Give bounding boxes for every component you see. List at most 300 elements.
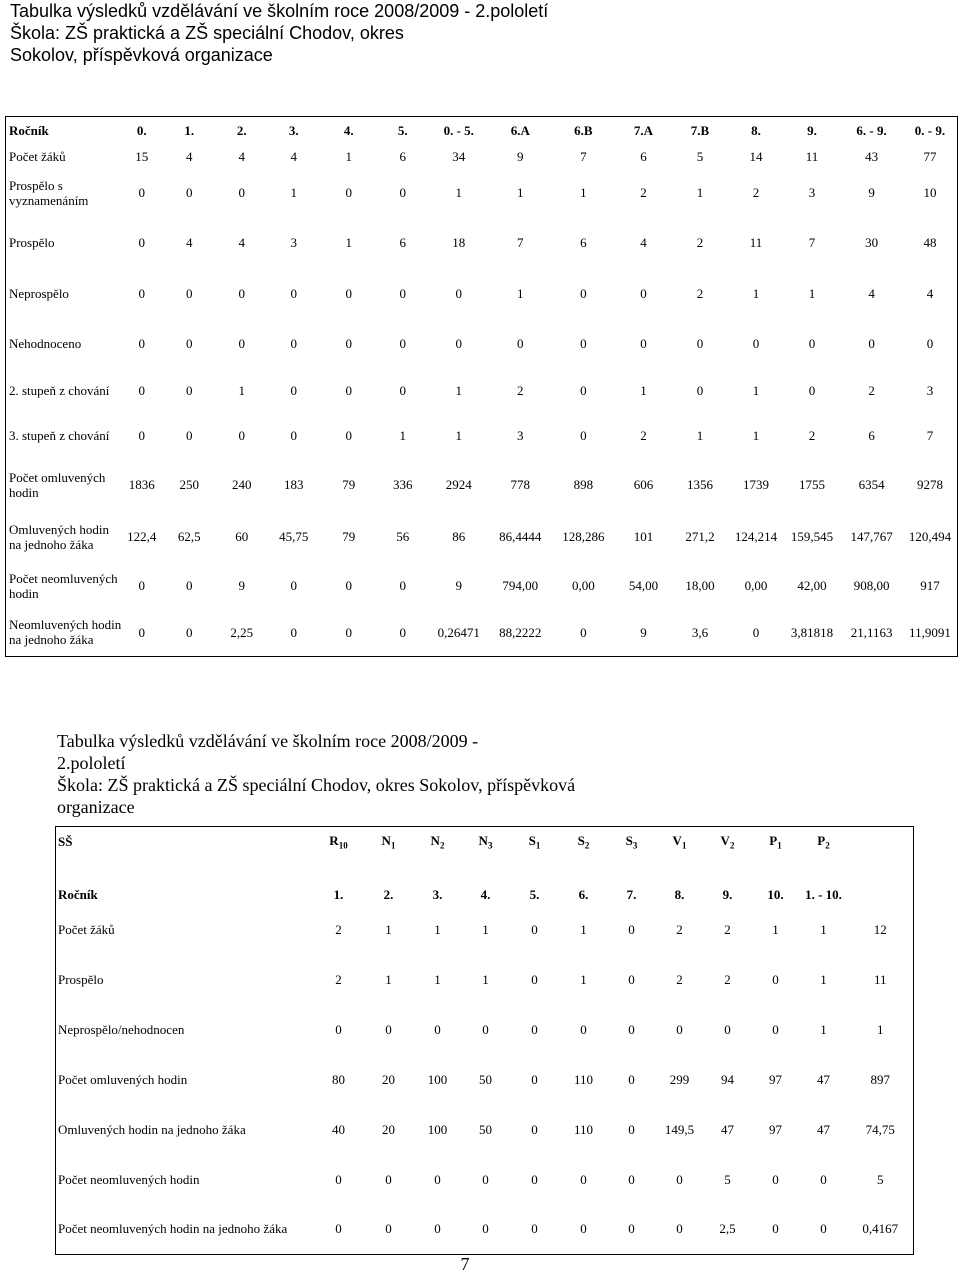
table-cell: 74,75 <box>865 1121 895 1137</box>
table-cell: 0 <box>517 336 524 351</box>
table-cell: 0 <box>290 428 297 443</box>
table-cell: 1 <box>385 921 392 937</box>
ss-column-header <box>364 827 414 857</box>
table-cell: 0 <box>628 971 635 987</box>
table-cell: 0 <box>676 1021 683 1037</box>
row-label: 2. stupeň z chování <box>9 383 110 398</box>
ss-column-header <box>510 827 560 857</box>
table-row <box>6 563 958 609</box>
table-cell: 1 <box>455 185 462 200</box>
column-header: 3. <box>288 123 299 139</box>
table-cell: 0 <box>290 624 297 640</box>
ss-subscript: 10 <box>338 840 348 851</box>
ss-subscript: 1 <box>535 840 541 851</box>
table-cell: 0,4167 <box>862 1221 899 1237</box>
table-cell: 79 <box>342 529 356 544</box>
table-cell: 4 <box>238 235 245 250</box>
table-cell: 0 <box>926 336 934 351</box>
table-cell: 0 <box>185 383 193 398</box>
table-cell: 100 <box>427 1071 448 1087</box>
table-cell: 1836 <box>128 477 155 492</box>
table-cell: 2924 <box>445 477 472 492</box>
table-cell: 47 <box>817 1121 830 1137</box>
table-cell: 54,00 <box>628 578 659 593</box>
table-cell: 0 <box>531 1121 538 1137</box>
header-label: Ročník <box>58 886 98 902</box>
table-cell: 120,494 <box>908 529 952 544</box>
table-cell: 0 <box>238 286 245 301</box>
table-cell: 0 <box>628 1121 635 1137</box>
doc1-title-line: Sokolov, příspěvková organizace <box>10 45 273 65</box>
table-row <box>6 145 958 169</box>
table-cell: 15 <box>135 149 149 164</box>
ss-column-header <box>752 827 800 857</box>
table-cell: 3,81818 <box>790 624 834 640</box>
ss-letter: V <box>672 832 682 848</box>
table-cell: 1356 <box>686 477 713 492</box>
ss-subscript: 3 <box>632 840 638 851</box>
table-cell: 0 <box>531 921 538 937</box>
secondary-results-table <box>55 826 914 1255</box>
table-cell: 4 <box>926 286 934 301</box>
table-cell: 1 <box>580 921 587 937</box>
table-cell: 1 <box>517 185 524 200</box>
table-cell: 2 <box>696 286 704 301</box>
table-cell: 0 <box>628 1021 635 1037</box>
table-cell: 18 <box>452 235 466 250</box>
table-row <box>6 609 958 657</box>
row-label: Neomluvených hodin na jednoho žáka <box>9 617 122 648</box>
table-cell: 60 <box>235 529 249 544</box>
table-cell: 86,4444 <box>499 529 542 544</box>
ss-subscript: 1 <box>777 840 782 851</box>
table-row <box>6 459 958 511</box>
ss-column-header <box>462 827 510 857</box>
table-cell: 88,2222 <box>499 624 542 640</box>
table-row <box>6 511 958 563</box>
empty-cell <box>848 827 914 857</box>
table-cell: 2 <box>696 235 704 250</box>
table-cell: 34 <box>452 149 466 164</box>
table-cell: 1 <box>696 185 704 200</box>
table-cell: 778 <box>510 477 531 492</box>
table-cell: 0 <box>238 185 245 200</box>
table-cell: 250 <box>179 477 199 492</box>
table-cell: 0 <box>724 1021 731 1037</box>
row-label: Počet neomluvených hodin <box>58 1171 200 1187</box>
doc2-title-line: 2.pololetí <box>57 753 126 773</box>
table-cell: 0 <box>868 336 875 351</box>
table-cell: 2 <box>676 921 683 937</box>
table-cell: 0 <box>482 1221 489 1237</box>
doc2-title <box>57 730 657 818</box>
table-row <box>56 1055 914 1105</box>
column-header: 1. <box>333 886 344 902</box>
ss-letter: P <box>817 832 826 848</box>
table-cell: 2 <box>517 383 524 398</box>
column-header: 7.A <box>633 123 654 139</box>
table-cell: 80 <box>332 1071 345 1087</box>
ss-letter: S <box>528 832 536 848</box>
table-cell: 6 <box>868 428 875 443</box>
table-cell: 0 <box>138 336 146 351</box>
ss-column-header <box>414 827 462 857</box>
table-cell: 1 <box>772 921 779 937</box>
ss-letter: S <box>625 832 633 848</box>
table-cell: 56 <box>396 529 410 544</box>
table-cell: 271,2 <box>685 529 715 544</box>
table-cell: 97 <box>769 1071 782 1087</box>
table-cell: 0 <box>808 336 816 351</box>
table-cell: 2 <box>724 971 731 987</box>
table-cell: 10 <box>923 185 937 200</box>
row-label: Neprospělo/nehodnocen <box>58 1021 185 1037</box>
table-cell: 1 <box>238 383 245 398</box>
table-cell: 0 <box>531 1171 538 1187</box>
table-cell: 0 <box>385 1171 392 1187</box>
table-cell: 0 <box>580 286 587 301</box>
table-cell: 77 <box>923 149 937 164</box>
ss-subscript: 2 <box>729 840 735 851</box>
table-cell: 2 <box>676 971 683 987</box>
table-cell: 0 <box>531 971 538 987</box>
table-cell: 898 <box>573 477 594 492</box>
column-header: 0. <box>136 123 147 139</box>
table-cell: 124,214 <box>734 529 778 544</box>
table-cell: 1 <box>455 428 462 443</box>
table-cell: 11 <box>873 971 887 987</box>
row-label: Prospělo <box>9 235 55 250</box>
table-cell: 7 <box>808 235 816 250</box>
ss-letter: R <box>329 832 339 848</box>
column-header: 4. <box>480 886 491 902</box>
table-cell: 1 <box>820 971 827 987</box>
table-cell: 0 <box>628 1071 635 1087</box>
row-label: Prospělo s vyznamenáním <box>9 177 89 208</box>
table-cell: 183 <box>283 477 304 492</box>
doc2-title-line: Škola: ZŠ praktická a ZŠ speciální Chodov, okres Sokolov, příspěvková <box>57 775 576 795</box>
ss-letter: V <box>720 832 730 848</box>
table-cell: 9 <box>517 149 524 164</box>
table-cell: 2 <box>335 921 342 937</box>
table-cell: 0 <box>290 578 297 593</box>
table-cell: 4 <box>868 286 875 301</box>
table-cell: 336 <box>392 477 413 492</box>
table-cell: 0 <box>335 1021 342 1037</box>
table-cell: 11 <box>805 149 819 164</box>
table-cell: 20 <box>382 1121 395 1137</box>
row-label: Nehodnoceno <box>9 336 82 351</box>
table-cell: 14 <box>749 149 763 164</box>
ss-letter: N <box>478 832 488 848</box>
ss-letter: N <box>381 832 391 848</box>
table-cell: 1 <box>455 383 462 398</box>
table-cell: 86 <box>452 529 466 544</box>
table-cell: 1 <box>399 428 406 443</box>
table-cell: 0 <box>676 1221 683 1237</box>
column-header: 6. <box>578 886 589 902</box>
table-cell: 6 <box>640 149 647 164</box>
table-cell: 0 <box>345 286 352 301</box>
table-cell: 299 <box>669 1071 690 1087</box>
table-cell: 240 <box>231 477 252 492</box>
ss-column-header <box>314 827 364 857</box>
table-row <box>6 269 958 319</box>
ss-label: SŠ <box>58 833 73 849</box>
table-cell: 0 <box>290 286 297 301</box>
table-cell: 3,6 <box>691 624 709 640</box>
table-cell: 0 <box>640 336 647 351</box>
ss-column-header <box>608 827 656 857</box>
table-cell: 0 <box>580 1021 587 1037</box>
table-cell: 4 <box>238 149 245 164</box>
table-header-row <box>56 857 914 905</box>
header-label: Ročník <box>9 123 49 139</box>
table-cell: 1 <box>434 921 441 937</box>
column-header: 8. <box>751 123 761 139</box>
table-cell: 9 <box>455 578 462 593</box>
table-cell: 1 <box>517 286 524 301</box>
table-row <box>56 1205 914 1255</box>
row-label: Počet žáků <box>58 921 115 937</box>
table-row <box>56 1155 914 1205</box>
table-cell: 1 <box>385 971 392 987</box>
table-cell: 0 <box>185 428 193 443</box>
table-cell: 0 <box>696 336 704 351</box>
table-cell: 0 <box>345 428 352 443</box>
table-cell: 18,00 <box>685 578 715 593</box>
table-row <box>56 905 914 955</box>
table-cell: 20 <box>382 1071 395 1087</box>
table-cell: 2,25 <box>230 624 254 640</box>
row-label: Omluvených hodin na jednoho žáka <box>9 521 110 552</box>
table-cell: 1 <box>640 383 647 398</box>
table-cell: 1755 <box>799 477 826 492</box>
table-cell: 0 <box>138 428 146 443</box>
table-cell: 97 <box>769 1121 782 1137</box>
table-cell: 1 <box>696 428 704 443</box>
row-label: Počet omluvených hodin <box>9 469 106 500</box>
table-cell: 1 <box>820 1021 827 1037</box>
ss-column-header <box>800 827 848 857</box>
table-row <box>6 413 958 459</box>
table-cell: 0 <box>808 383 816 398</box>
row-label: Počet neomluvených hodin <box>9 570 118 601</box>
table-cell: 0 <box>820 1171 827 1187</box>
table-cell: 0 <box>138 383 146 398</box>
table-cell: 110 <box>573 1121 594 1137</box>
table-cell: 5 <box>724 1171 731 1187</box>
table-cell: 42,00 <box>797 578 827 593</box>
table-cell: 12 <box>873 921 887 937</box>
page-number: 7 <box>460 1254 470 1274</box>
table-cell: 0 <box>820 1221 827 1237</box>
ss-subscript: 1 <box>390 840 396 851</box>
table-cell: 7 <box>580 149 587 164</box>
table-cell: 1 <box>345 235 352 250</box>
table-cell: 2 <box>808 428 816 443</box>
column-header: 3. <box>432 886 443 902</box>
table-cell: 4 <box>640 235 647 250</box>
table-cell: 2,5 <box>719 1221 736 1237</box>
table-cell: 2 <box>335 971 342 987</box>
table-cell: 1 <box>877 1021 884 1037</box>
table-cell: 0 <box>345 185 352 200</box>
table-row <box>56 955 914 1005</box>
table-cell: 0 <box>628 1221 635 1237</box>
row-label: Prospělo <box>58 971 104 987</box>
column-header: 6. - 9. <box>856 123 887 139</box>
table-cell: 0 <box>531 1021 538 1037</box>
table-cell: 147,767 <box>850 529 893 544</box>
table-cell: 9278 <box>916 477 943 492</box>
table-cell: 6354 <box>858 477 885 492</box>
table-cell: 0 <box>482 1171 489 1187</box>
table-cell: 0 <box>290 383 297 398</box>
table-cell: 1 <box>752 286 760 301</box>
table-cell: 908,00 <box>853 578 890 593</box>
table-cell: 0 <box>772 1171 779 1187</box>
doc2-title-line: Tabulka výsledků vzdělávání ve školním roce 2008/2009 - <box>57 731 479 751</box>
table-cell: 47 <box>721 1121 734 1137</box>
column-header: 9. <box>807 123 817 139</box>
table-cell: 0 <box>238 336 245 351</box>
doc1-title-line: Tabulka výsledků vzdělávání ve školním roce 2008/2009 - 2.pololetí <box>10 1 549 21</box>
table-cell: 0 <box>399 624 406 640</box>
table-cell: 0 <box>335 1171 342 1187</box>
table-cell: 1 <box>752 383 760 398</box>
table-cell: 0 <box>772 1021 779 1037</box>
table-cell: 0 <box>455 286 462 301</box>
table-cell: 0 <box>185 336 193 351</box>
table-cell: 0 <box>531 1071 538 1087</box>
table-cell: 0 <box>752 624 760 640</box>
column-header: 1. <box>184 123 195 139</box>
table-cell: 0 <box>345 578 352 593</box>
row-label: Neprospělo <box>9 286 69 301</box>
table-cell: 3 <box>808 185 816 200</box>
table-cell: 0 <box>580 1171 587 1187</box>
table-row <box>56 1105 914 1155</box>
doc2-title-line: organizace <box>57 797 135 817</box>
table-cell: 1739 <box>743 477 769 492</box>
table-cell: 0 <box>399 383 406 398</box>
table-cell: 47 <box>817 1071 830 1087</box>
table-cell: 0 <box>399 578 406 593</box>
table-cell: 0 <box>772 971 779 987</box>
table-cell: 0 <box>434 1221 441 1237</box>
ss-letter: N <box>430 832 440 848</box>
table-cell: 606 <box>633 477 654 492</box>
table-row <box>6 169 958 217</box>
column-header: 2. <box>236 123 247 139</box>
table-cell: 9 <box>868 185 875 200</box>
table-cell: 0 <box>772 1221 779 1237</box>
table-header-row <box>6 117 958 145</box>
table-cell: 6 <box>399 235 406 250</box>
table-cell: 1 <box>434 971 441 987</box>
table-cell: 0 <box>185 185 193 200</box>
table-cell: 0 <box>580 383 587 398</box>
ss-column-header <box>704 827 752 857</box>
table-cell: 5 <box>696 149 704 164</box>
ss-subscript: 2 <box>584 840 590 851</box>
table-cell: 110 <box>573 1071 594 1087</box>
table-cell: 0 <box>628 1171 635 1187</box>
table-cell: 0,00 <box>572 578 595 593</box>
table-cell: 2 <box>868 383 875 398</box>
table-cell: 0 <box>399 336 406 351</box>
table-cell: 9 <box>640 624 647 640</box>
table-cell: 48 <box>923 235 937 250</box>
ss-subscript: 2 <box>825 840 830 851</box>
table-cell: 9 <box>238 578 245 593</box>
row-label: Počet neomluvených hodin na jednoho žáka <box>58 1221 288 1237</box>
table-cell: 4 <box>185 149 193 164</box>
table-cell: 0,00 <box>744 578 768 593</box>
table-cell: 7 <box>517 235 524 250</box>
table-cell: 101 <box>633 529 654 544</box>
table-cell: 100 <box>427 1121 448 1137</box>
table-cell: 30 <box>865 235 879 250</box>
table-cell: 0 <box>138 185 146 200</box>
table-cell: 0 <box>482 1021 489 1037</box>
table-cell: 0 <box>138 578 146 593</box>
column-header: 0. - 5. <box>443 123 474 139</box>
ss-header-row <box>56 827 914 857</box>
table-cell: 122,4 <box>127 529 157 544</box>
table-cell: 1 <box>820 921 827 937</box>
table-cell: 0 <box>185 624 193 640</box>
table-cell: 2 <box>640 428 647 443</box>
table-cell: 0 <box>138 235 146 250</box>
table-cell: 0 <box>640 286 647 301</box>
table-cell: 0 <box>345 383 352 398</box>
ss-column-header <box>656 827 704 857</box>
table-cell: 159,545 <box>790 529 834 544</box>
table-cell: 2 <box>640 185 647 200</box>
table-cell: 1 <box>290 185 297 200</box>
column-header: 7. <box>626 886 637 902</box>
table-cell: 0 <box>434 1171 441 1187</box>
elementary-results-table <box>5 116 958 657</box>
table-cell: 2 <box>724 921 731 937</box>
table-cell: 50 <box>479 1121 492 1137</box>
column-header: 4. <box>343 123 354 139</box>
table-cell: 3 <box>517 428 524 443</box>
row-label: Omluvených hodin na jednoho žáka <box>58 1121 246 1137</box>
column-header: 5. <box>397 123 408 139</box>
table-row <box>6 319 958 369</box>
table-cell: 0 <box>455 336 462 351</box>
table-cell: 1 <box>752 428 760 443</box>
table-cell: 3 <box>290 235 297 250</box>
table-row <box>6 369 958 413</box>
table-cell: 7 <box>926 428 934 443</box>
table-cell: 1 <box>808 286 816 301</box>
table-cell: 1 <box>482 921 489 937</box>
table-cell: 3 <box>926 383 934 398</box>
doc1-title-line: Škola: ZŠ praktická a ZŠ speciální Chodov, okres <box>10 23 404 43</box>
table-cell: 6 <box>399 149 406 164</box>
table-cell: 0 <box>580 336 587 351</box>
column-header: 2. <box>383 886 394 902</box>
table-cell: 45,75 <box>279 529 309 544</box>
table-cell: 0 <box>138 286 146 301</box>
table-cell: 0 <box>676 1171 683 1187</box>
column-header: 5. <box>529 886 540 902</box>
column-header: 8. <box>674 886 685 902</box>
